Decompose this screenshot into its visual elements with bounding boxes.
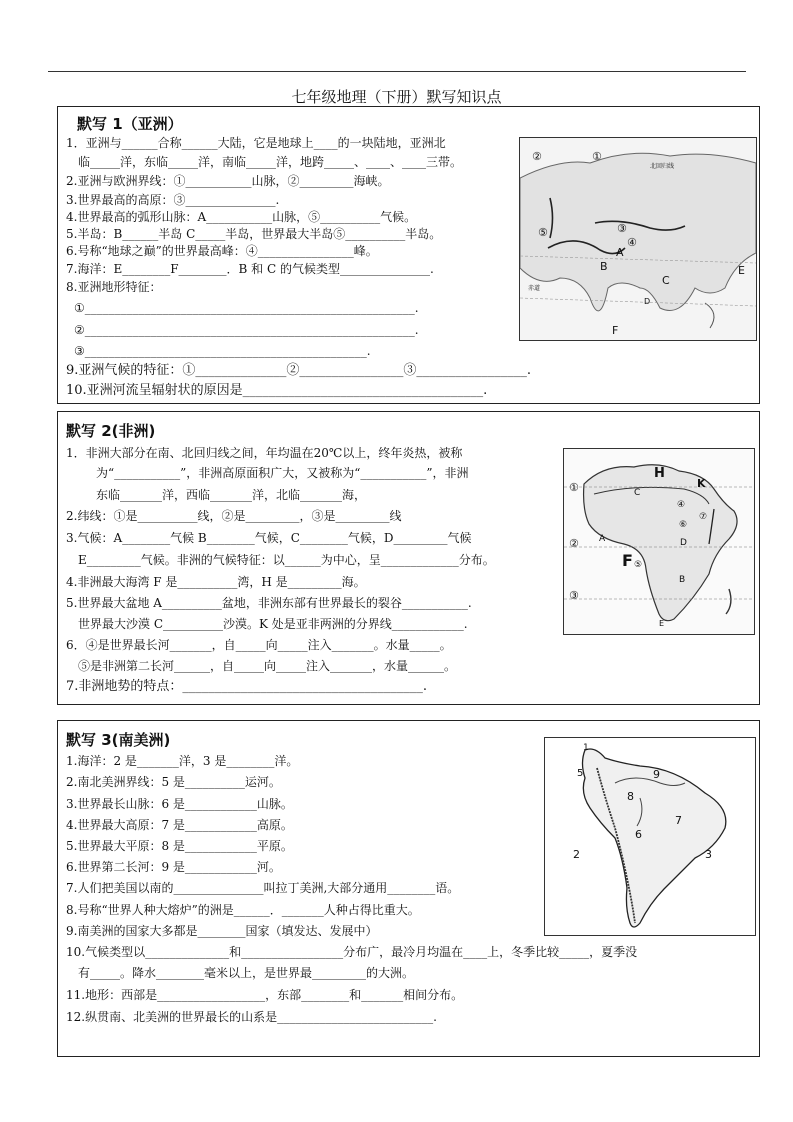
map-label: 1 — [583, 743, 589, 753]
section-asia — [57, 106, 760, 404]
text-line: 临_____洋，东临_____洋，南临_____洋，地跨_____、____、____三带。 — [78, 155, 463, 169]
text-line: 1．亚洲与______合称______大陆，它是地球上____的一块陆地，亚洲北 — [66, 136, 446, 150]
map-label: ⑦ — [699, 512, 708, 522]
map-label: D — [644, 297, 651, 306]
text-line: 9.亚洲气候的特征：①______________②________________③_________________. — [66, 363, 532, 378]
text-line: 7.海洋：E________F________．B 和 C 的气候类型_______________. — [66, 262, 434, 276]
map-label: ① — [569, 481, 579, 494]
text-line: 11.地形：西部是__________________，东部________和_______相间分布。 — [66, 988, 464, 1002]
map-label: D — [680, 538, 687, 548]
text-line: ③_______________________________________________. — [74, 344, 371, 358]
text-line: 5.半岛：B______半岛 C_____半岛，世界最大半岛⑤__________半岛。 — [66, 227, 442, 241]
text-line: 3.世界最高的高原：③_______________. — [66, 193, 280, 207]
page-title: 七年级地理（下册）默写知识点 — [291, 88, 502, 106]
map-label: 5 — [577, 768, 584, 779]
map-label: 赤道 — [528, 285, 541, 292]
section-africa — [57, 411, 760, 705]
map-label: 北回归线 — [650, 163, 675, 170]
map-label: 2 — [573, 848, 580, 861]
text-line: 6.世界第二长河：9 是____________河。 — [66, 860, 281, 874]
map-label: ⑥ — [679, 520, 688, 530]
map-label: ⑤ — [634, 560, 643, 570]
map-label: 7 — [675, 814, 682, 827]
text-line: 有_____。降水________毫米以上，是世界最_________的大洲。 — [78, 966, 415, 980]
text-line: 1.海洋：2 是_______洋，3 是________洋。 — [66, 754, 299, 768]
map-label: A — [616, 246, 624, 259]
map-label: B — [679, 575, 686, 585]
map-label: 9 — [653, 768, 660, 781]
text-line: 2.南北美洲界线：5 是__________运河。 — [66, 775, 281, 789]
map-label: ② — [532, 150, 542, 163]
asia-map — [519, 137, 757, 341]
map-label: ② — [569, 537, 579, 550]
text-line: 9.南美洲的国家大多都是________国家（填发达、发展中） — [66, 924, 378, 938]
text-line: ①_______________________________________________________. — [74, 301, 419, 315]
map-label: E — [659, 619, 665, 628]
text-line: 4.非洲最大海湾 F 是__________湾，H 是_________海。 — [66, 575, 366, 589]
africa-map — [563, 448, 755, 635]
map-label: F — [612, 324, 619, 337]
map-label: A — [599, 534, 606, 544]
text-line: 8.亚洲地形特征： — [66, 280, 162, 294]
map-label: C — [634, 488, 641, 498]
text-line: 2.纬线：①是__________线，②是_________，③是_________线 — [66, 509, 402, 523]
text-line: 8.号称“世界人种大熔炉”的洲是______．_______人种占得比重大。 — [66, 903, 420, 917]
header-rule — [48, 71, 746, 72]
text-line: 10.亚洲河流呈辐射状的原因是_____________________________________. — [66, 383, 488, 398]
section-title: 默写 2(非洲) — [66, 422, 156, 440]
map-label: ① — [592, 150, 602, 163]
text-line: 6.号称“地球之巅”的世界最高峰：④________________峰。 — [66, 244, 378, 258]
text-line: 东临_______洋，西临_______洋，北临_______海， — [96, 488, 367, 502]
text-line: 3.气候：A________气候 B________气候，C________气候，D_________气候 — [66, 531, 472, 545]
text-line: E_________气候。非洲的气候特征：以______为中心，呈_____________分布。 — [78, 553, 495, 567]
text-line: 3.世界最长山脉：6 是____________山脉。 — [66, 797, 293, 811]
map-label: K — [697, 477, 706, 490]
map-label: ③ — [617, 222, 627, 235]
section-title: 默写 3(南美洲) — [66, 731, 171, 749]
text-line: 10.气候类型以______________和_________________分布广，最冷月均温在____上，冬季比较_____，夏季没 — [66, 945, 638, 959]
text-line: 1．非洲大部分在南、北回归线之间，年均温在20℃以上，终年炎热，被称 — [66, 446, 463, 460]
south-america-map — [544, 737, 756, 936]
map-label: ③ — [569, 589, 579, 602]
text-line: 4.世界最高的弧形山脉：A___________山脉，⑤__________气候。 — [66, 210, 417, 224]
text-line: 5.世界最大盆地 A__________盆地，非洲东部有世界最长的裂谷___________. — [66, 596, 472, 610]
map-label: 3 — [705, 848, 712, 861]
text-line: 2.亚洲与欧洲界线：①___________山脉，②_________海峡。 — [66, 174, 390, 188]
text-line: 7.人们把美国以南的_______________叫拉丁美洲,大部分通用________语。 — [66, 881, 460, 895]
section-title: 默写 1（亚洲） — [77, 115, 183, 133]
text-line: 12.纵贯南、北美洲的世界最长的山系是__________________________. — [66, 1010, 437, 1024]
text-line: ②_______________________________________________________. — [74, 323, 419, 337]
map-label: B — [600, 260, 608, 273]
text-line: 4.世界最大高原：7 是____________高原。 — [66, 818, 293, 832]
map-label: F — [622, 551, 633, 570]
map-label: 8 — [627, 790, 634, 803]
map-label: C — [662, 274, 670, 287]
section-south-america — [57, 720, 760, 1057]
text-line: 5.世界最大平原：8 是____________平原。 — [66, 839, 293, 853]
text-line: ⑤是非洲第二长河______，自_____向_____注入_______，水量______。 — [78, 659, 457, 673]
map-label: ⑤ — [538, 226, 548, 239]
map-label: ④ — [677, 500, 686, 510]
map-label: E — [738, 264, 745, 277]
text-line: 为“___________”，非洲高原面积广大，又被称为“___________”，非洲 — [96, 466, 469, 480]
map-label: ④ — [627, 236, 637, 249]
text-line: 世界最大沙漠 C__________沙漠。K 处是亚非两洲的分界线____________. — [78, 617, 468, 631]
map-label: 6 — [635, 828, 642, 841]
text-line: 6．④是世界最长河_______，自_____向_____注入_______。水量_____。 — [66, 638, 452, 652]
map-label: H — [654, 466, 665, 481]
text-line: 7.非洲地势的特点：_____________________________________. — [66, 679, 428, 694]
